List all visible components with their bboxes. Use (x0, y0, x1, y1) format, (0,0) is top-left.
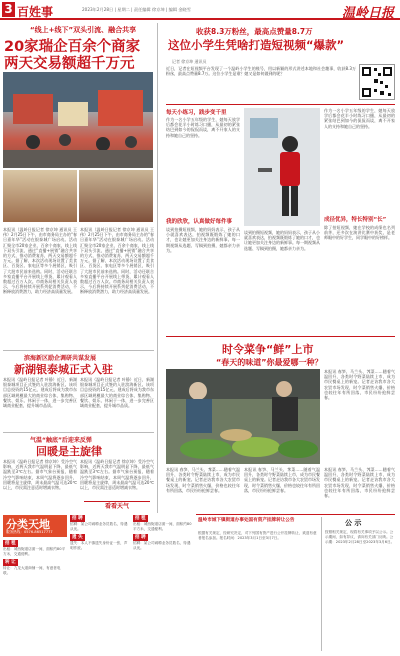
article1-photo-3 (79, 170, 153, 222)
article4-body-col1: 作为一名小学五年级的学生，她每天放学后都会花半小时练习口播，从最初的紧张结巴到如今的侃侃而谈，离不开家人的支持和她自己的坚持。 (166, 117, 240, 138)
article4-body-col3: 作为一名小学五年级的学生，她每天放学后都会花半小时练习口播，从最初的紧张结巴到如今的侃侃而谈，离不开家人的支持和她自己的坚持。 (324, 108, 395, 129)
article3-body-col1: 本报讯（温岭日报记者 徐京坤）受冷空气影响，近两天我市气温明显下降，最低气温跌至3℃左右。据市气象台预报，随着冷空气影响结束，本周气温将逐步回升，回暖将是主旋律，周末最高气温可达20℃以上，市民需注意适时增减衣物。 (3, 459, 77, 491)
article2-title: 新湖银泰城正式入驻 (14, 363, 113, 376)
newspaper-logo: 温岭日报 (341, 6, 394, 21)
notice2-body: 按照相关规定，现将有关事项予以公示。公示期间，如有异议，请向有关部门反映。公示期：2023年2月28日至2023年3月6日。 (325, 530, 395, 544)
divider (196, 514, 395, 515)
divider (166, 336, 395, 337)
classified-item: 出租：城西街道店面一间，面积约80平方米，交通便利。 (133, 522, 192, 531)
article5-body-col2: 本报讯 春笋、马兰头、荠菜……随着气温回升，各类时令野菜陆续上市，成为市民餐桌上的新宠。记者走访我市各大农贸市场发现，时令菜销售火爆，价格也较往年有所回落，市民纷纷抢鲜尝春。 (244, 467, 320, 493)
classifieds-header: 招 聘 (135, 535, 146, 540)
article4-title: 这位小学生凭啥打造短视频“爆款” (168, 38, 345, 52)
classified-item: 转让：九龙大道商铺一间，有意者电联。 (3, 566, 61, 575)
article4-subhead-1: 每天小练习，践步变千里 (166, 110, 227, 116)
classified-item: 招聘：某公司诚聘业务员数名，待遇从优。 (70, 522, 128, 531)
article2-body-col1: 本报讯（温岭日报记者 叶静）近日，新湖银泰城项目正式签约入驻滨海新区。该项目总投资约15亿元，建成后将成为我市东部区域规模最大的商业综合体，集购物、餐饮、娱乐、休闲于一体，进一步完善区域商业配套，提升城市品质。 (3, 377, 77, 409)
notice2-title: 公 示 (345, 519, 362, 527)
notice1-title: 温岭市城下镇街道办事处国有资产挂牌转让公告 (198, 518, 295, 523)
article5-photo (166, 369, 320, 464)
classifieds-hotline: 服务热线：0576-86517777 (6, 530, 53, 534)
classifieds-header: 转 让 (5, 560, 16, 565)
section-title: 百姓事 (17, 5, 54, 19)
article4-subhead-2: 我的欣欣，认真做好每件事 (166, 219, 233, 225)
divider (166, 104, 395, 105)
page-header (0, 0, 400, 20)
qr-code (359, 64, 395, 100)
article4-subhead-3: 成径优异，特长特别“长” (324, 217, 387, 223)
article4-body3: 除了拍短视频，她在学校的成绩也名列前茅，还多次在演讲比赛中获奖，是老师眼中的好学生，同学眼中的好榜样。 (324, 225, 395, 241)
article4-body2-col1: 谈到拍摄短视频，她的妈妈表示，孩子从小就喜欢表达，拍视频既锻炼了她的口才，也让她更加关注身边的新鲜事。每一期视频从选题、写稿到拍摄，她都亲力亲为。 (166, 227, 240, 253)
article4-photo (244, 108, 320, 226)
classifieds-col3 (133, 515, 193, 652)
article1-title-line1: 20家瑞企百余个商家 (4, 39, 141, 55)
article3-body-col2: 本报讯（温岭日报记者 徐京坤）受冷空气影响，近两天我市气温明显下降，最低气温跌至3℃左右。据市气象台预报，随着冷空气影响结束，本周气温将逐步回升，回暖将是主旋律，周末最高气温可达20℃以上，市民需注意适时增减衣物。 (80, 459, 154, 491)
classified-item: 遗失：本人不慎遗失身份证一张，声明作废。 (70, 541, 128, 550)
article1-title-line2: 两天交易额超千万元 (4, 56, 135, 72)
article4-kicker: 收获8.3万粉丝，最高点赞量8.7万 (196, 27, 313, 36)
article5-title-line1: 时令菜争“鲜”上市 (222, 343, 314, 356)
classifieds-header: 招 租 (5, 541, 16, 546)
article3-title: 回暖是主旋律 (36, 445, 102, 458)
column-divider (321, 517, 322, 651)
article2-kicker: 滨海新区励企调研共谋发展 (24, 355, 97, 362)
notice1-body: 根据有关规定，经研究决定，对下列国有资产进行公开挂牌转让，欢迎有意者报名参加。报名时间：2023年3月1日至3月7日。 (198, 531, 317, 540)
article4-body2-col2: 谈到拍摄短视频，她的妈妈表示，孩子从小就喜欢表达，拍视频既锻炼了她的口才，也让她更加关注身边的新鲜事。每一期视频从选题、写稿到拍摄，她都亲力亲为。 (244, 230, 320, 251)
classifieds-header: 招 聘 (72, 516, 83, 521)
article5-body-col3: 本报讯 春笋、马兰头、荠菜……随着气温回升，各类时令野菜陆续上市，成为市民餐桌上的新宠。记者走访我市各大农贸市场发现，时令菜销售火爆，价格也较往年有所回落，市民纷纷抢鲜尝春。 (324, 467, 395, 499)
classifieds-col2 (70, 515, 130, 652)
article1-body-col1: 本报讯（温岭日报记者 徐京坤 通讯员 王伟）2月25日下午，由市商务局主办的“春日嘉年华”活动在银泰城广场启动。活动汇聚全市20家企业，百余个商家，线上线下双头引流，通过“直播+展销”融合共享的方式，推动消费复苏，两天交易额超千万元。据了解，本次活动现场设置了美食区、百货区、家电区等多个展销区，吸引了大批市民前来选购。同时，活动还联合多家直播平台开展线上带货，累计观看人数超过百万人次。市商务局相关负责人表示，今后将持续开展系列促消费活动，不断释放消费潜力，助力经济高质量发展。 (3, 227, 77, 295)
page-meta: 2023年2月28日 | 星期二 | 责任编辑 徐京坤 | 编辑 金晓雪 (82, 7, 191, 12)
article1-kicker: “线上+线下”双头引流、融合共享 (30, 26, 137, 34)
classified-item: 招聘：某公司诚聘业务员数名，待遇从优。 (133, 541, 191, 550)
classifieds-header: 遗 失 (72, 535, 83, 540)
article3-kicker: 气温“触底”后迎来反弹 (30, 437, 92, 444)
divider (3, 350, 154, 351)
page-number: 3 (2, 2, 15, 17)
classifieds-banner (3, 515, 67, 537)
article4-lead: 近日，记者在短视频平台发现了一个温岭小学生的账号，用以新颖的形式讲述本地和社会趣事，收获8.3万粉丝，最高点赞量8.7万。这位小学生是谁？她又是如何做到的呢？ (166, 66, 356, 77)
classifieds-title: 分类天地 (6, 518, 50, 531)
article2-body-col2: 本报讯（温岭日报记者 叶静）近日，新湖银泰城项目正式签约入驻滨海新区。该项目总投资约15亿元，建成后将成为我市东部区域规模最大的商业综合体，集购物、餐饮、娱乐、休闲于一体，进一步完善区域商业配套，提升城市品质。 (80, 377, 154, 409)
classified-item: 出租：城西街道店面一间，面积约80平方米，交通便利。 (3, 547, 66, 556)
article4-byline: 记者 徐京坤 通讯员 (172, 59, 207, 64)
weather-label: 看看天气 (84, 501, 150, 511)
article5-body-col1: 本报讯 春笋、马兰头、荠菜……随着气温回升，各类时令野菜陆续上市，成为市民餐桌上的新宠。记者走访我市各大农贸市场发现，时令菜销售火爆，价格也较往年有所回落，市民纷纷抢鲜尝春。 (166, 467, 240, 493)
article5-body-side: 本报讯 春笋、马兰头、荠菜……随着气温回升，各类时令野菜陆续上市，成为市民餐桌上的新宠。记者走访我市各大农贸市场发现，时令菜销售火爆，价格也较往年有所回落，市民纷纷抢鲜尝春。 (324, 369, 395, 401)
classifieds-header: 招 租 (135, 516, 146, 521)
classifieds-col1 (3, 540, 67, 652)
divider (3, 432, 154, 433)
article1-body-col2: 本报讯（温岭日报记者 徐京坤 通讯员 王伟）2月25日下午，由市商务局主办的“春日嘉年华”活动在银泰城广场启动。活动汇聚全市20家企业，百余个商家，线上线下双头引流，通过“直播+展销”融合共享的方式，推动消费复苏，两天交易额超千万元。据了解，本次活动现场设置了美食区、百货区、家电区等多个展销区，吸引了大批市民前来选购。同时，活动还联合多家直播平台开展线上带货，累计观看人数超过百万人次。市商务局相关负责人表示，今后将持续开展系列促消费活动，不断释放消费潜力，助力经济高质量发展。 (80, 227, 154, 295)
article5-title-line2: “春天的味道”你最爱哪一种？ (216, 358, 323, 367)
article1-photo-2 (3, 170, 77, 222)
article1-main-photo (3, 72, 153, 168)
column-divider (157, 23, 158, 513)
